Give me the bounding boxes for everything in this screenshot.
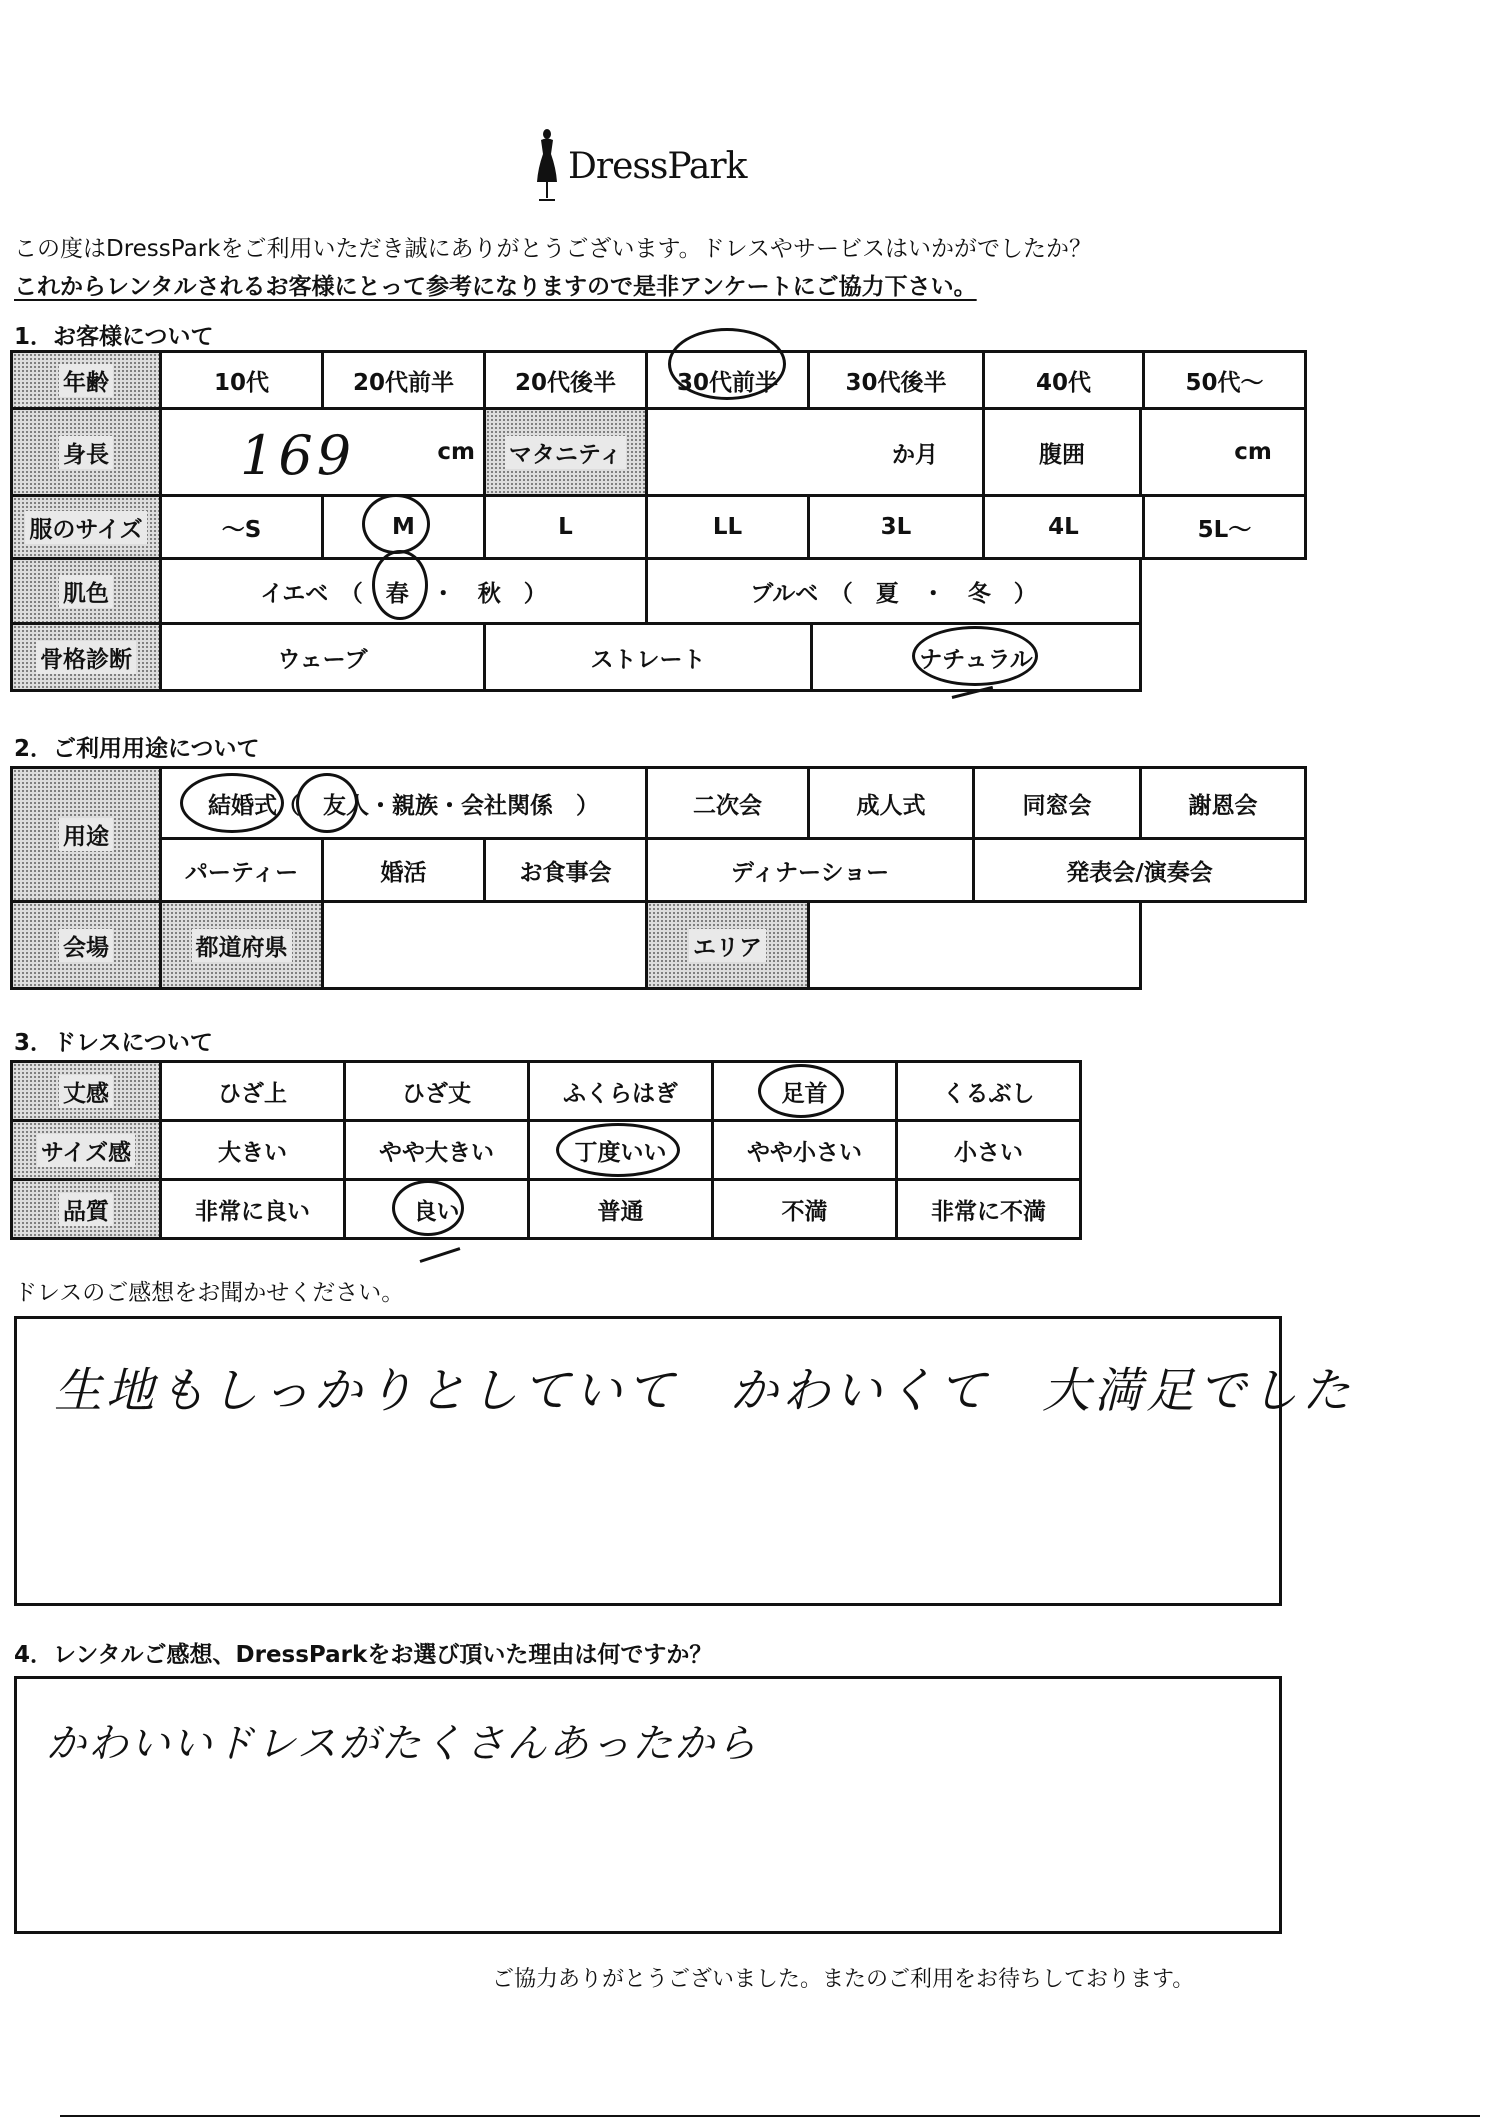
quality-label: 品質 bbox=[10, 1178, 162, 1240]
length-option[interactable]: ひざ丈 bbox=[343, 1060, 530, 1122]
skin-yellow-option[interactable]: イエベ （ 春 ・ 秋 ） bbox=[159, 557, 648, 625]
section3-title: 3．ドレスについて bbox=[14, 1030, 213, 1056]
section2-title: 2．ご利用用途について bbox=[14, 736, 260, 762]
maternity-label: マタニティ bbox=[483, 407, 648, 497]
wedding-option[interactable]: 結婚式（ 友人・親族・会社関係 ） bbox=[159, 766, 648, 840]
usage-label: 用途 bbox=[10, 766, 162, 903]
usage-option[interactable]: 二次会 bbox=[645, 766, 810, 840]
usage-option[interactable]: 同窓会 bbox=[972, 766, 1142, 840]
height-value: 169 bbox=[240, 424, 356, 487]
prefecture-field[interactable] bbox=[321, 900, 648, 990]
size-option[interactable]: 5L〜 bbox=[1142, 494, 1307, 560]
size-option[interactable]: 3L bbox=[807, 494, 985, 560]
frame-label: 骨格診断 bbox=[10, 622, 162, 692]
age-option[interactable]: 40代 bbox=[982, 350, 1145, 410]
section4-title: 4．レンタルご感想、DressParkをお選び頂いた理由は何ですか？ bbox=[14, 1642, 713, 1668]
fit-option[interactable]: やや小さい bbox=[711, 1119, 898, 1181]
waist-unit: cm bbox=[1234, 439, 1272, 465]
usage-option[interactable]: 発表会/演奏会 bbox=[972, 837, 1307, 903]
venue-label: 会場 bbox=[10, 900, 162, 990]
footer-thanks: ご協力ありがとうございました。またのご利用をお待ちしております。 bbox=[492, 1967, 1195, 1992]
size-option[interactable]: 4L bbox=[982, 494, 1145, 560]
length-option[interactable]: ひざ上 bbox=[159, 1060, 346, 1122]
size-option-selected[interactable]: M bbox=[321, 494, 486, 560]
area-field[interactable] bbox=[807, 900, 1142, 990]
age-label: 年齢 bbox=[10, 350, 162, 410]
usage-option[interactable]: 謝恩会 bbox=[1139, 766, 1307, 840]
age-option-selected[interactable]: 30代前半 bbox=[645, 350, 810, 410]
size-option[interactable]: L bbox=[483, 494, 648, 560]
usage-option[interactable]: ディナーショー bbox=[645, 837, 975, 903]
age-option[interactable]: 20代前半 bbox=[321, 350, 486, 410]
months-unit: か月 bbox=[892, 441, 938, 468]
height-label: 身長 bbox=[10, 407, 162, 497]
size-label: 服のサイズ bbox=[10, 494, 162, 560]
logo-text: DressPark bbox=[568, 146, 747, 187]
frame-option[interactable]: ストレート bbox=[483, 622, 813, 692]
age-option[interactable]: 30代後半 bbox=[807, 350, 985, 410]
quality-option-selected[interactable]: 良い bbox=[343, 1178, 530, 1240]
length-option[interactable]: ふくらはぎ bbox=[527, 1060, 714, 1122]
height-unit: cm bbox=[437, 439, 475, 465]
quality-option[interactable]: 普通 bbox=[527, 1178, 714, 1240]
skin-label: 肌色 bbox=[10, 557, 162, 625]
section1-title: 1．お客様について bbox=[14, 324, 214, 350]
dresspark-logo bbox=[530, 128, 790, 204]
bottom-divider bbox=[60, 2115, 1480, 2117]
age-option[interactable]: 50代〜 bbox=[1142, 350, 1307, 410]
area-label: エリア bbox=[645, 900, 810, 990]
prefecture-label: 都道府県 bbox=[159, 900, 324, 990]
fit-option[interactable]: やや大きい bbox=[343, 1119, 530, 1181]
usage-option[interactable]: 成人式 bbox=[807, 766, 975, 840]
intro-line1: この度はDressParkをご利用いただき誠にありがとうございます。ドレスやサービスはいかがでしたか？ bbox=[14, 236, 1092, 262]
length-option[interactable]: くるぶし bbox=[895, 1060, 1082, 1122]
dress-comment-text: 生地もしっかりとしていて かわいくて 大満足でした bbox=[54, 1363, 1355, 1419]
size-option[interactable]: 〜S bbox=[159, 494, 324, 560]
quality-option[interactable]: 非常に良い bbox=[159, 1178, 346, 1240]
dress-form-icon bbox=[530, 128, 564, 204]
dress-comment-prompt: ドレスのご感想をお聞かせください。 bbox=[14, 1280, 405, 1306]
waist-label: 腹囲 bbox=[982, 407, 1142, 497]
age-option[interactable]: 10代 bbox=[159, 350, 324, 410]
frame-option[interactable]: ウェーブ bbox=[159, 622, 486, 692]
fit-option[interactable]: 大きい bbox=[159, 1119, 346, 1181]
fit-option[interactable]: 小さい bbox=[895, 1119, 1082, 1181]
skin-blue-option[interactable]: ブルベ （ 夏 ・ 冬 ） bbox=[645, 557, 1142, 625]
intro-line2: これからレンタルされるお客様にとって参考になりますので是非アンケートにご協力下さい。 bbox=[14, 274, 977, 300]
waist-field[interactable] bbox=[1139, 407, 1307, 497]
usage-option[interactable]: 婚活 bbox=[321, 837, 486, 903]
fit-label: サイズ感 bbox=[10, 1119, 162, 1181]
quality-option[interactable]: 非常に不満 bbox=[895, 1178, 1082, 1240]
usage-option[interactable]: お食事会 bbox=[483, 837, 648, 903]
length-option-selected[interactable]: 足首 bbox=[711, 1060, 898, 1122]
pen-stroke bbox=[420, 1247, 461, 1263]
usage-option[interactable]: パーティー bbox=[159, 837, 324, 903]
reason-answer-text: かわいいドレスがたくさんあったから bbox=[46, 1721, 759, 1767]
fit-option-selected[interactable]: 丁度いい bbox=[527, 1119, 714, 1181]
length-label: 丈感 bbox=[10, 1060, 162, 1122]
quality-option[interactable]: 不満 bbox=[711, 1178, 898, 1240]
age-option[interactable]: 20代後半 bbox=[483, 350, 648, 410]
size-option[interactable]: LL bbox=[645, 494, 810, 560]
frame-option-selected[interactable]: ナチュラル bbox=[810, 622, 1142, 692]
maternity-months-field[interactable] bbox=[645, 407, 985, 497]
